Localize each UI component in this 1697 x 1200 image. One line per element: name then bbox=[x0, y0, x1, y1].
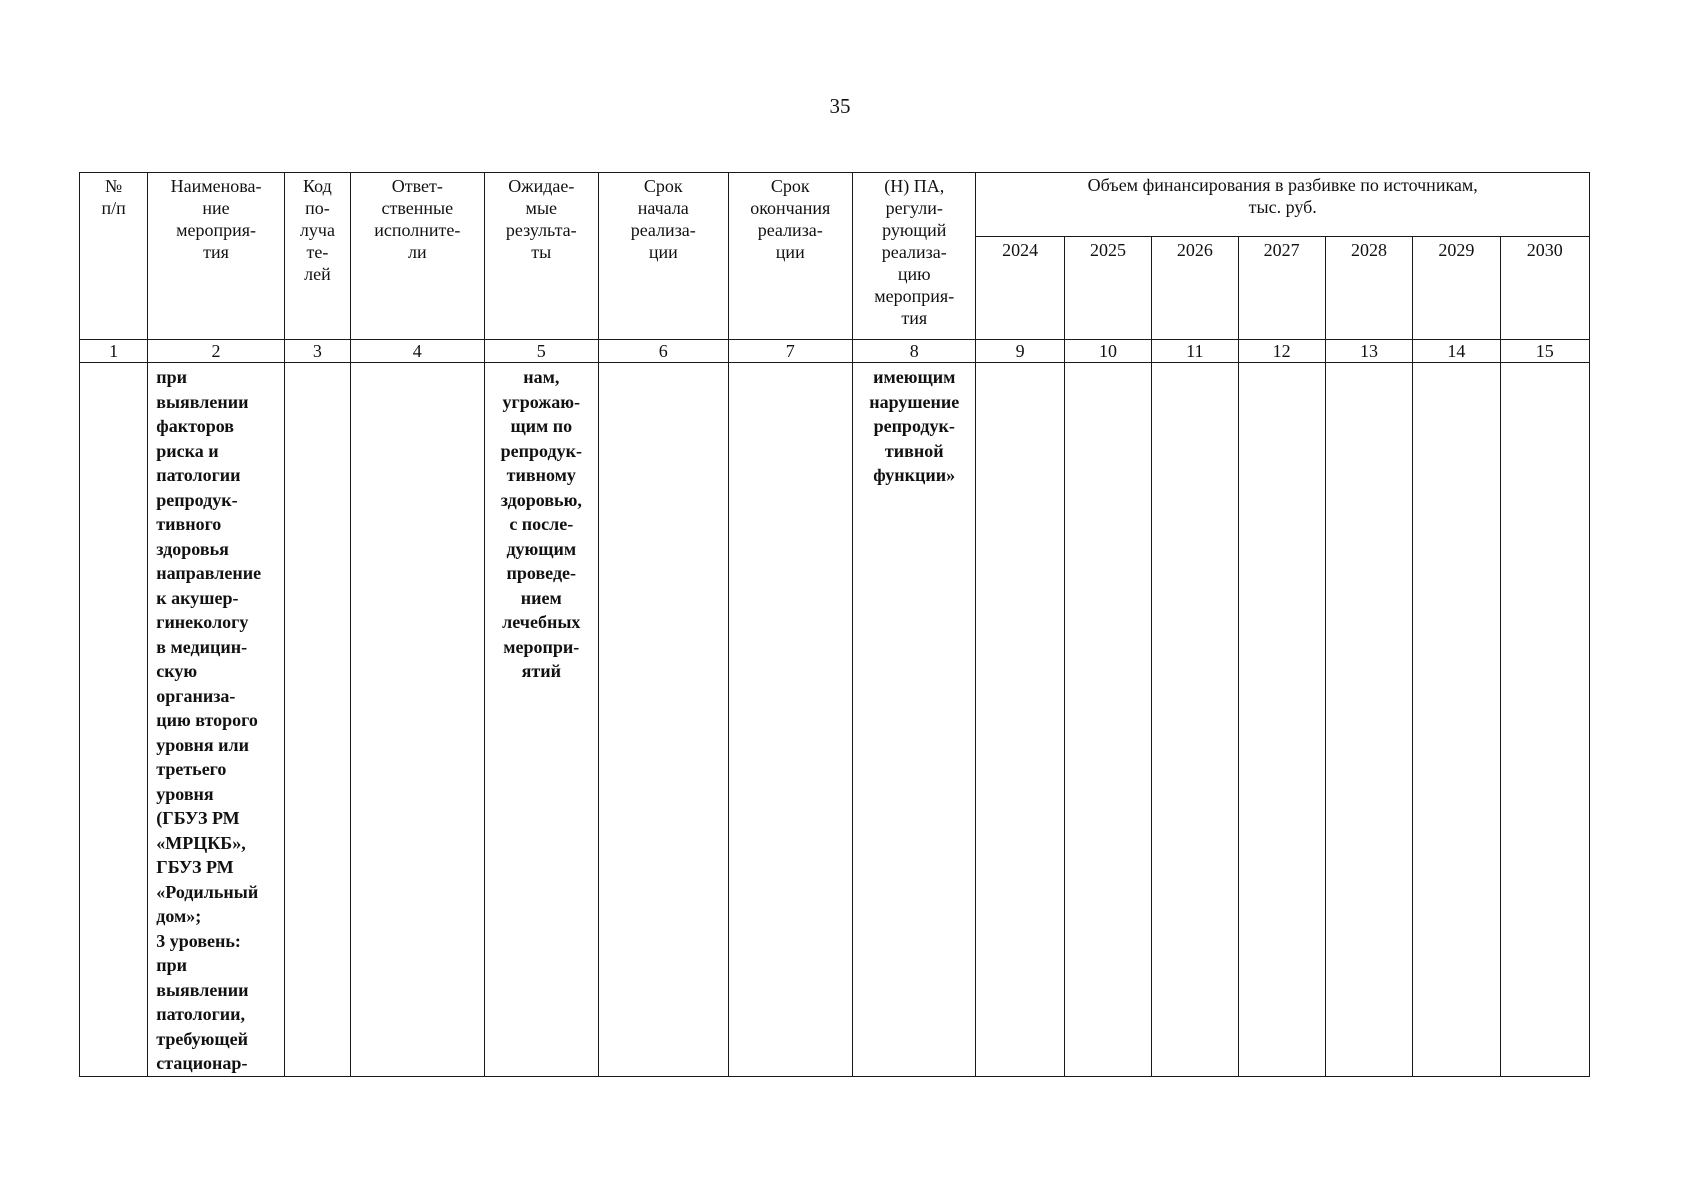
column-number: 10 bbox=[1064, 340, 1151, 363]
page-number: 35 bbox=[829, 94, 851, 118]
cell-number bbox=[80, 363, 148, 1077]
cell-responsible bbox=[351, 363, 485, 1077]
column-number: 5 bbox=[484, 340, 598, 363]
column-number: 7 bbox=[728, 340, 852, 363]
table-row bbox=[80, 363, 1590, 1077]
cell-year-2030 bbox=[1500, 363, 1589, 1077]
column-number: 4 bbox=[351, 340, 485, 363]
cell-start-date bbox=[599, 363, 729, 1077]
cell-year-2024 bbox=[976, 363, 1064, 1077]
program-table bbox=[79, 172, 1590, 1077]
cell-year-2029 bbox=[1413, 363, 1500, 1077]
cell-expected-results: нам, угрожаю- щим по репродук- тивному здоровью, с после- дующим проведе- нием лечебных меропри- ятий bbox=[484, 363, 598, 1077]
column-number: 11 bbox=[1152, 340, 1238, 363]
header-year-2028: 2028 bbox=[1325, 237, 1412, 340]
header-year-2027: 2027 bbox=[1238, 237, 1325, 340]
column-number: 8 bbox=[853, 340, 976, 363]
cell-year-2028 bbox=[1325, 363, 1412, 1077]
cell-regulation: имеющим нарушение репродук- тивной функции» bbox=[853, 363, 976, 1077]
header-recipient-code: Код по- луча те- лей bbox=[284, 173, 350, 340]
header-year-2030: 2030 bbox=[1500, 237, 1589, 340]
cell-event-name: при выявлении факторов риска и патологии репродук- тивного здоровья направление к акушер- гинекологу в медицин- скую организа- цию второго уровня или третьего уровня (ГБУЗ РМ «МРЦКБ», ГБУЗ РМ «Родильный дом»; 3 уровень: при выявлении патологии, требующей стационар- bbox=[148, 363, 285, 1077]
header-end-date: Срок окончания реализа- ции bbox=[728, 173, 852, 340]
header-responsible: Ответ- ственные исполните- ли bbox=[351, 173, 485, 340]
header-number: № п/п bbox=[80, 173, 148, 340]
column-number: 14 bbox=[1413, 340, 1500, 363]
column-number: 9 bbox=[976, 340, 1064, 363]
header-regulation: (Н) ПА, регули- рующий реализа- цию мероприя- тия bbox=[853, 173, 976, 340]
cell-year-2027 bbox=[1238, 363, 1325, 1077]
header-row-top bbox=[80, 173, 1590, 237]
column-number: 13 bbox=[1325, 340, 1412, 363]
cell-year-2026 bbox=[1152, 363, 1238, 1077]
header-year-2025: 2025 bbox=[1064, 237, 1151, 340]
column-number: 3 bbox=[284, 340, 350, 363]
header-year-2024: 2024 bbox=[976, 237, 1064, 340]
column-number-row bbox=[80, 340, 1590, 363]
header-event-name: Наименова- ние мероприя- тия bbox=[148, 173, 285, 340]
header-expected-results: Ожидае- мые результа- ты bbox=[484, 173, 598, 340]
cell-end-date bbox=[728, 363, 852, 1077]
header-start-date: Срок начала реализа- ции bbox=[599, 173, 729, 340]
header-year-2026: 2026 bbox=[1152, 237, 1238, 340]
column-number: 12 bbox=[1238, 340, 1325, 363]
cell-recipient-code bbox=[284, 363, 350, 1077]
header-financing: Объем финансирования в разбивке по источникам, тыс. руб. bbox=[976, 173, 1590, 237]
header-year-2029: 2029 bbox=[1413, 237, 1500, 340]
cell-year-2025 bbox=[1064, 363, 1151, 1077]
column-number: 2 bbox=[148, 340, 285, 363]
column-number: 1 bbox=[80, 340, 148, 363]
column-number: 15 bbox=[1500, 340, 1589, 363]
column-number: 6 bbox=[599, 340, 729, 363]
